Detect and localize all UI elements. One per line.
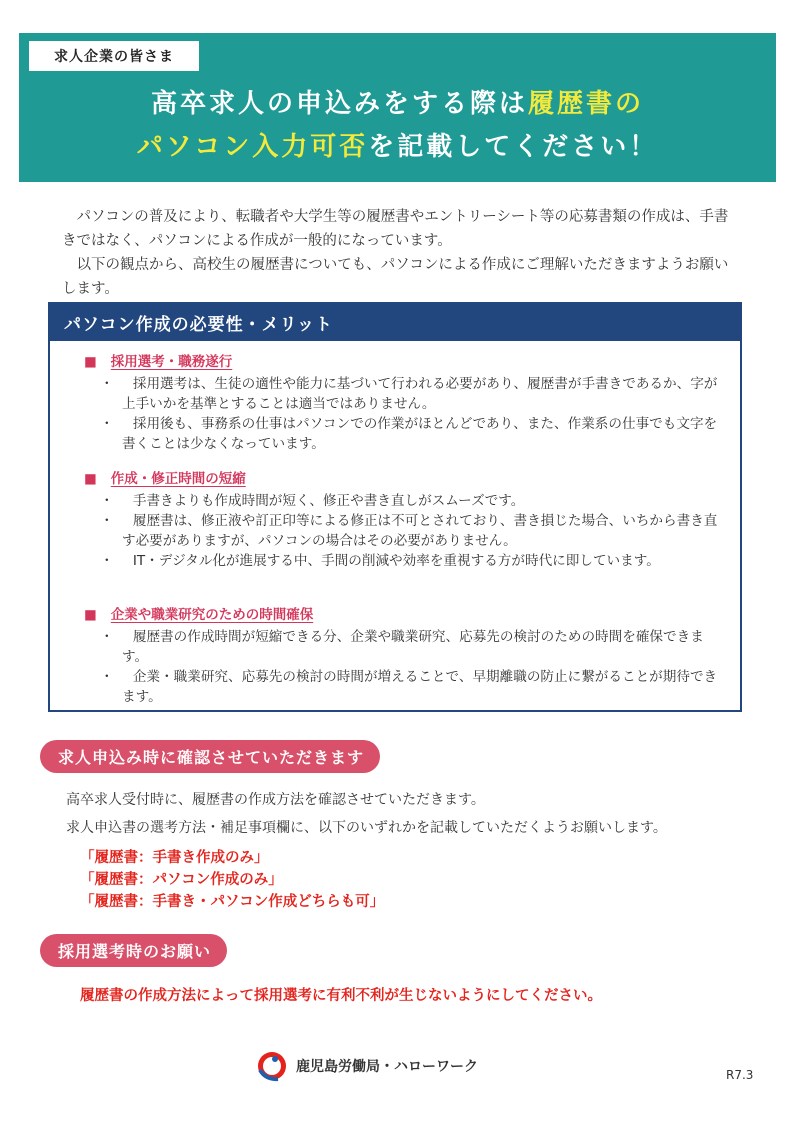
- merit-section-time: [84, 467, 724, 571]
- list-item: ・ 履歴書は、修正液や訂正印等による修正は不可とされており、書き損じた場合、いちから書き直す必要がありますが、パソコンの場合はその必要がありません。: [100, 513, 718, 549]
- headline-line1-highlight: 履歴書の: [528, 89, 645, 119]
- option-handwritten: 「履歴書：手書き作成のみ」: [80, 850, 269, 866]
- headline-line2: [19, 126, 776, 163]
- audience-tag: 求人企業の皆さま: [29, 41, 199, 71]
- confirm-line-2: 求人申込書の選考方法・補足事項欄に、以下のいずれかを記載していただくようお願いします。: [66, 820, 667, 836]
- merits-title: パソコン作成の必要性・メリット: [50, 304, 740, 341]
- headline-line1: [19, 83, 776, 120]
- revision-label: R7.3: [726, 1068, 754, 1082]
- list-item: ・ 履歴書の作成時間が短縮できる分、企業や職業研究、応募先の検討のための時間を確保できます。: [100, 629, 704, 665]
- option-either: 「履歴書：手書き・パソコン作成どちらも可」: [80, 894, 385, 910]
- selection-request: 履歴書の作成方法によって採用選考に有利不利が生じないようにしてください。: [80, 988, 602, 1004]
- labor-bureau-logo-icon: [256, 1050, 288, 1082]
- selection-pill: 採用選考時のお願い: [40, 934, 227, 967]
- list-item: ・ 企業・職業研究、応募先の検討の時間が増えることで、早期離職の防止に繋がることが期待できます。: [100, 669, 718, 705]
- header-banner: [19, 33, 776, 182]
- confirm-pill: 求人申込み時に確認させていただきます: [40, 740, 380, 773]
- intro-text: [62, 205, 742, 301]
- list-item: ・ 採用選考は、生徒の適性や能力に基づいて行われる必要があり、履歴書が手書きであるか、字が上手いかを基準とすることは適当ではありません。: [100, 376, 718, 412]
- merit-section-heading: ■ 企業や職業研究のための時間確保: [84, 607, 314, 623]
- square-bullet-icon: ■: [84, 471, 97, 487]
- list-item: ・ 採用後も、事務系の仕事はパソコンでの作業がほとんどであり、また、作業系の仕事でも文字を書くことは少なくなっています。: [100, 416, 718, 452]
- headline-line2-highlight: パソコン入力可否: [136, 132, 369, 162]
- merit-section-research: [84, 603, 724, 707]
- merit-section-selection: [84, 350, 724, 454]
- list-item: ・ IT・デジタル化が進展する中、手間の削減や効率を重視する方が時代に即しています。: [100, 553, 660, 569]
- square-bullet-icon: ■: [84, 607, 97, 623]
- merit-section-heading: ■ 作成・修正時間の短縮: [84, 471, 246, 487]
- merit-section-heading: ■ 採用選考・職務遂行: [84, 354, 233, 370]
- headline-line2-text: を記載してください！: [368, 132, 659, 162]
- intro-paragraph-2: 以下の観点から、高校生の履歴書についても、パソコンによる作成にご理解いただきますようお願いします。: [62, 257, 729, 297]
- confirm-line-1: 高卒求人受付時に、履歴書の作成方法を確認させていただきます。: [66, 792, 485, 808]
- list-item: ・ 手書きよりも作成時間が短く、修正や書き直しがスムーズです。: [100, 493, 525, 509]
- organization-name: 鹿児島労働局・ハローワーク: [296, 1059, 478, 1075]
- footer: [256, 1050, 478, 1082]
- merits-box: [48, 302, 742, 712]
- square-bullet-icon: ■: [84, 354, 97, 370]
- headline-line1-text: 高卒求人の申込みをする際は: [150, 89, 528, 119]
- intro-paragraph-1: パソコンの普及により、転職者や大学生等の履歴書やエントリーシート等の応募書類の作成は、手書きではなく、パソコンによる作成が一般的になっています。: [62, 209, 729, 249]
- option-pc: 「履歴書：パソコン作成のみ」: [80, 872, 283, 888]
